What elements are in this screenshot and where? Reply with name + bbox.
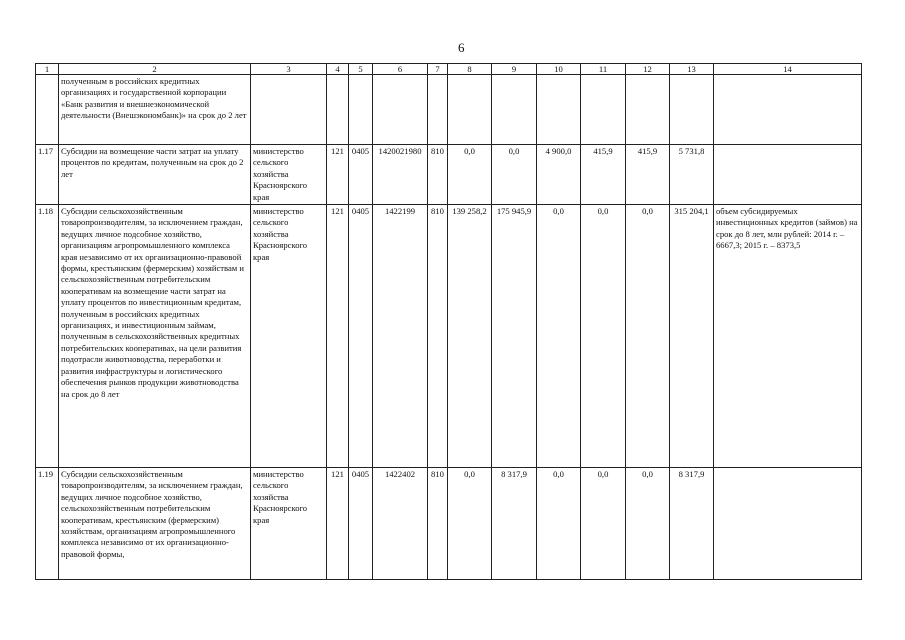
row-c13: 315 204,1	[670, 205, 714, 468]
row-name: Субсидии сельскохозяйственным товаропроизводителям, за исключением граждан, ведущих личное подсобное хозяйство, организациям агропромышленного комплекса края независимо от их организационно-правовой формы, крестьянским (фермерским) хозяйствам и сельскохозяйственным потребительским кооперативам на возмещение части затрат на уплату процентов по инвестиционным кредитам, полученным в российских кредитных организациях, и инвестиционным займам, полученным в сельскохозяйственных кредитных потребительских кооперативах, на цели развития подотрасли животноводства, переработки и развития инфраструктуры и логистического обеспечения рынков продукции животноводства на срок до 8 лет	[59, 205, 251, 468]
row-c8: 139 258,2	[448, 205, 492, 468]
row-c7: 810	[428, 145, 448, 205]
row-c12: 0,0	[626, 205, 670, 468]
table-row	[36, 145, 862, 205]
header-cell: 9	[492, 64, 537, 75]
row-c6	[373, 75, 428, 145]
row-c9	[492, 75, 537, 145]
row-c5: 0405	[349, 145, 373, 205]
page-number: 6	[458, 40, 465, 55]
header-cell: 8	[448, 64, 492, 75]
row-c4: 121	[327, 145, 349, 205]
header-cell: 5	[349, 64, 373, 75]
row-c10	[537, 75, 581, 145]
row-c7	[428, 75, 448, 145]
table-row	[36, 205, 862, 468]
row-c4: 121	[327, 205, 349, 468]
row-c13: 5 731,8	[670, 145, 714, 205]
row-note: объем субсидируемых инвестиционных кредитов (займов) на срок до 8 лет, млн рублей: 2014 г. – 6667,3; 2015 г. – 8373,5	[714, 205, 862, 468]
row-name: Субсидии на возмещение части затрат на уплату процентов по кредитам, полученным на срок до 2 лет	[59, 145, 251, 205]
row-c9: 175 945,9	[492, 205, 537, 468]
row-number: 1.18	[36, 205, 59, 468]
row-c9: 0,0	[492, 145, 537, 205]
header-cell: 13	[670, 64, 714, 75]
row-c8	[448, 75, 492, 145]
row-c6: 1420021980	[373, 145, 428, 205]
header-cell: 3	[251, 64, 327, 75]
header-cell: 12	[626, 64, 670, 75]
row-note	[714, 145, 862, 205]
row-agency: министерство сельского хозяйства Красноярского края	[251, 205, 327, 468]
row-note	[714, 75, 862, 145]
table-row	[36, 468, 862, 580]
row-c9: 8 317,9	[492, 468, 537, 580]
row-c13: 8 317,9	[670, 468, 714, 580]
header-cell: 11	[581, 64, 626, 75]
row-c10: 4 900,0	[537, 145, 581, 205]
row-c11	[581, 75, 626, 145]
row-c12: 0,0	[626, 468, 670, 580]
row-c13	[670, 75, 714, 145]
budget-table	[35, 63, 862, 580]
header-row	[36, 64, 862, 75]
row-c10: 0,0	[537, 468, 581, 580]
row-c5: 0405	[349, 468, 373, 580]
row-c7: 810	[428, 205, 448, 468]
row-number: 1.17	[36, 145, 59, 205]
row-note	[714, 468, 862, 580]
row-name: полученным в российских кредитных организациях и государственной корпорации «Банк развития и внешнеэкономической деятельности (Внешэкономбанк)» на срок до 2 лет	[59, 75, 251, 145]
row-c12	[626, 75, 670, 145]
header-cell: 7	[428, 64, 448, 75]
row-c11: 415,9	[581, 145, 626, 205]
header-cell: 4	[327, 64, 349, 75]
row-c7: 810	[428, 468, 448, 580]
row-c11: 0,0	[581, 205, 626, 468]
row-c5	[349, 75, 373, 145]
row-c5: 0405	[349, 205, 373, 468]
table-row	[36, 75, 862, 145]
row-agency: министерство сельского хозяйства Красноярского края	[251, 468, 327, 580]
row-c11: 0,0	[581, 468, 626, 580]
row-c12: 415,9	[626, 145, 670, 205]
row-c4: 121	[327, 468, 349, 580]
row-c6: 1422402	[373, 468, 428, 580]
row-c6: 1422199	[373, 205, 428, 468]
row-c10: 0,0	[537, 205, 581, 468]
header-cell: 1	[36, 64, 59, 75]
header-cell: 6	[373, 64, 428, 75]
row-agency	[251, 75, 327, 145]
row-number: 1.19	[36, 468, 59, 580]
row-number	[36, 75, 59, 145]
row-name: Субсидии сельскохозяйственным товаропроизводителям, за исключением граждан, ведущих личное подсобное хозяйство, сельскохозяйственным потребительским кооперативам, крестьянским (фермерским) хозяйствам, организациям агропромышленного комплекса независимо от их организационно-правовой формы,	[59, 468, 251, 580]
row-c8: 0,0	[448, 145, 492, 205]
header-cell: 10	[537, 64, 581, 75]
row-c4	[327, 75, 349, 145]
header-cell: 14	[714, 64, 862, 75]
row-c8: 0,0	[448, 468, 492, 580]
row-agency: министерство сельского хозяйства Красноярского края	[251, 145, 327, 205]
header-cell: 2	[59, 64, 251, 75]
